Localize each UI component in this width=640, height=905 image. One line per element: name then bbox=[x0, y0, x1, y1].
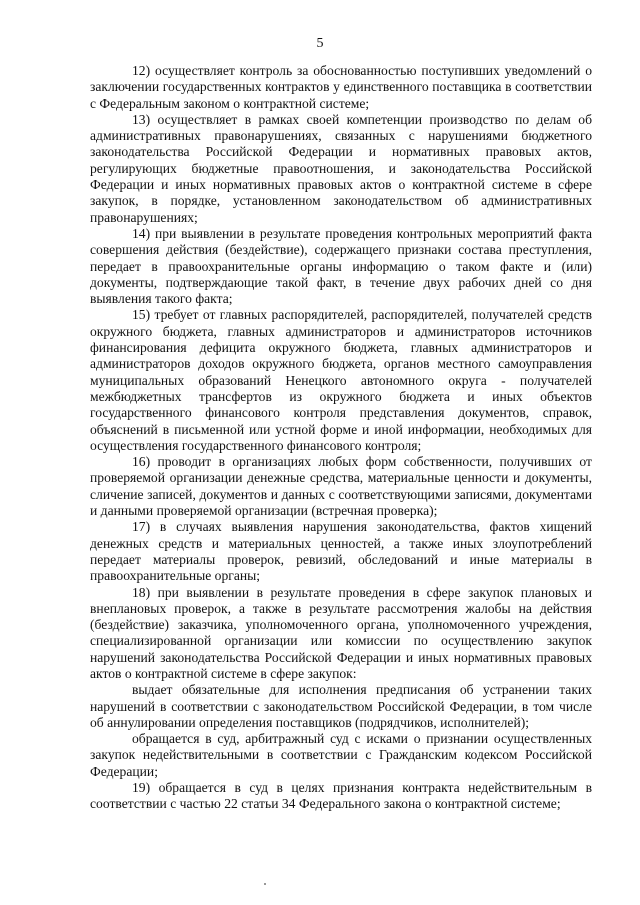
paragraph-subitem-court-claims: обращается в суд, арбитражный суд с исками о признании осуществленных закупок недействительными в соответствии с Гражданским кодексом Российской Федерации; bbox=[90, 731, 592, 779]
paragraph-item-13: 13) осуществляет в рамках своей компетенции производство по делам об административных правонарушениях, связанных с нарушениями бюджетного законодательства Российской Федерации и нормативных правовых актов, регулирующих бюджетные правоотношения, и законодательства Российской Федерации и иных нормативных правовых актов о контрактной системе в сфере закупок, в порядке, установленном законодательством об административных правонарушениях; bbox=[90, 111, 592, 225]
paragraph-subitem-prescriptions: выдает обязательные для исполнения предписания об устранении таких нарушений в соответствии с законодательством Российской Федерации, в том числе об аннулировании определения поставщиков (подрядчиков, исполнителей); bbox=[90, 682, 592, 730]
paragraph-item-14: 14) при выявлении в результате проведения контрольных мероприятий факта совершения действия (бездействие), содержащего признаки состава преступления, передает в правоохранительные органы информацию о таком факте и (или) документы, подтверждающие такой факт, в течение двух рабочих дней со дня выявления такого факта; bbox=[90, 225, 592, 307]
paragraph-item-17: 17) в случаях выявления нарушения законодательства, фактов хищений денежных средств и материальных ценностей, а также иных злоупотреблений передает материалы проверок, ревизий, обследований и иные материалы в правоохранительные органы; bbox=[90, 519, 592, 584]
paragraph-item-19: 19) обращается в суд в целях признания контракта недействительным в соответствии с частью 22 статьи 34 Федерального закона о контрактной системе; bbox=[90, 780, 592, 812]
paragraph-item-16: 16) проводит в организациях любых форм собственности, получивших от проверяемой организации денежные средства, материальные ценности и документы, сличение записей, документов и данных с соответствующими записями, документами и данными проверяемой организации (встречная проверка); bbox=[90, 454, 592, 519]
page-number: 5 bbox=[316, 36, 324, 51]
paragraph-item-15: 15) требует от главных распорядителей, распорядителей, получателей средств окружного бюджета, главных администраторов и администраторов источников финансирования дефицита окружного бюджета, главных администраторов и администраторов доходов окружного бюджета, органов местного самоуправления муниципальных образований Ненецкого автономного округа - получателей межбюджетных трансфертов из окружного бюджета и иных объектов государственного финансового контроля представления документов, справок, объяснений в письменной или устной форме и иной информации, необходимых для осуществления государственного финансового контроля; bbox=[90, 307, 592, 453]
scan-speck bbox=[264, 883, 266, 885]
document-body bbox=[90, 63, 592, 813]
paragraph-item-18: 18) при выявлении в результате проведения в сфере закупок плановых и внеплановых проверок, а также в результате рассмотрения жалобы на действия (бездействие) заказчика, уполномоченного органа, уполномоченного учреждения, специализированной организации или комиссии по осуществлению закупок нарушений законодательства Российской Федерации и иных нормативных правовых актов о контрактной системе в сфере закупок: bbox=[90, 584, 592, 681]
paragraph-item-12: 12) осуществляет контроль за обоснованностью поступивших уведомлений о заключении государственных контрактов у единственного поставщика в соответствии с Федеральным законом о контрактной системе; bbox=[90, 63, 592, 111]
